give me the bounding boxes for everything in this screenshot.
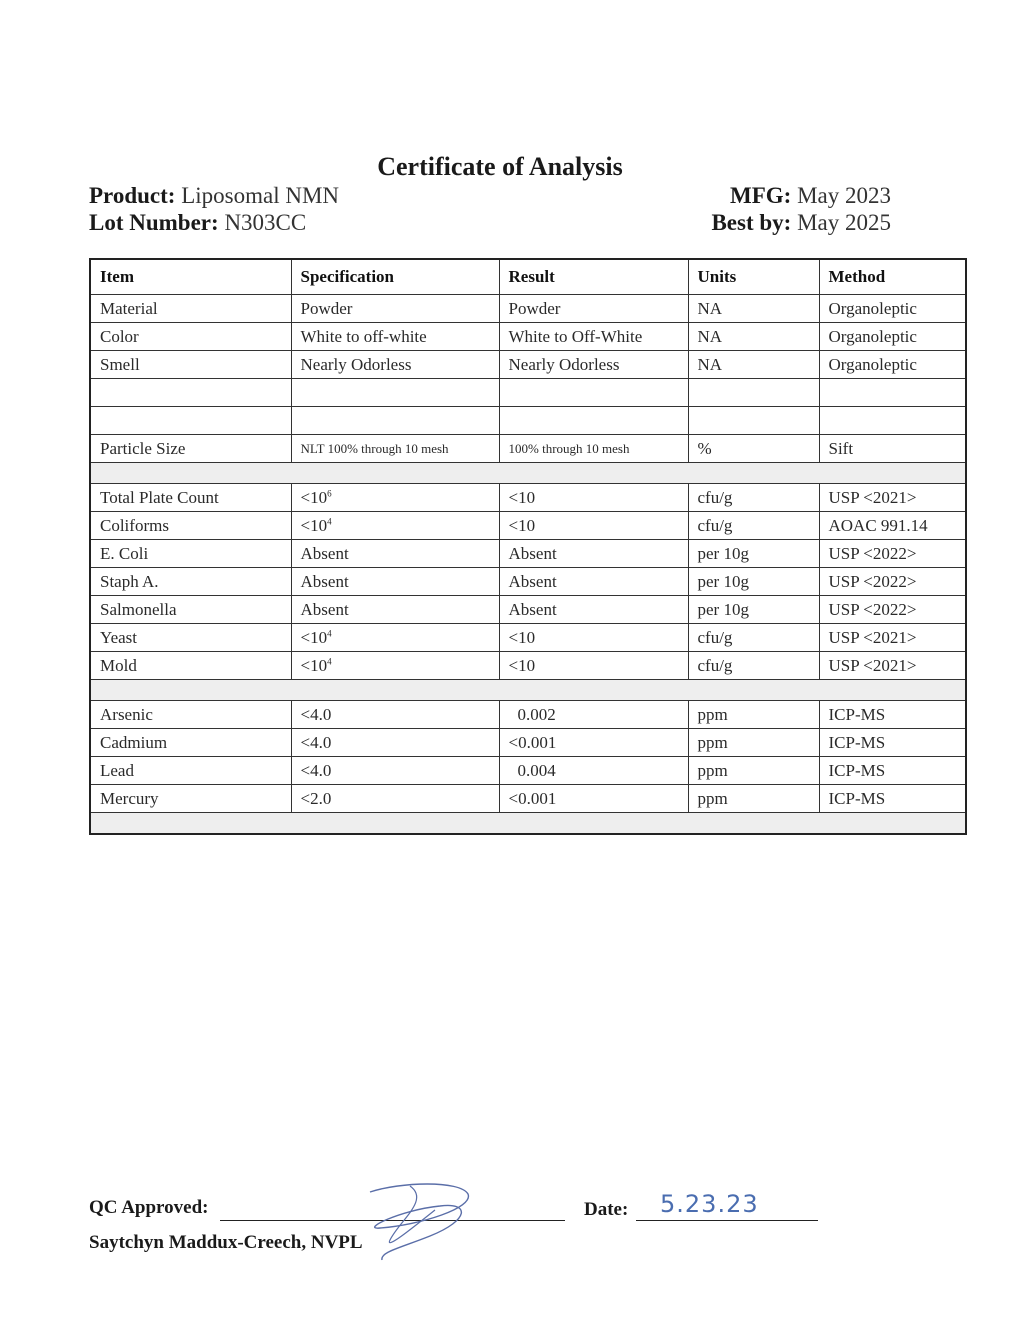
- cell-method: USP <2021>: [819, 484, 966, 512]
- cell-item: Yeast: [90, 624, 291, 652]
- mfg-line: [730, 183, 891, 209]
- cell-spec: NLT 100% through 10 mesh: [291, 435, 499, 463]
- table-row: [90, 757, 966, 785]
- table-row: [90, 729, 966, 757]
- cell-spec: Nearly Odorless: [291, 351, 499, 379]
- qc-approved-label: QC Approved:: [89, 1197, 209, 1218]
- table-row: [90, 701, 966, 729]
- cell-method: ICP-MS: [819, 701, 966, 729]
- table-row: [90, 568, 966, 596]
- table-row: [90, 512, 966, 540]
- cell-units: per 10g: [688, 596, 819, 624]
- cell-item: Cadmium: [90, 729, 291, 757]
- cell-result: <10: [499, 484, 688, 512]
- cell-method: USP <2022>: [819, 540, 966, 568]
- cell-item: Smell: [90, 351, 291, 379]
- table-row: [90, 484, 966, 512]
- table-row: [90, 540, 966, 568]
- cell-spec: Powder: [291, 295, 499, 323]
- section-divider: [90, 680, 966, 701]
- cell-spec: <4.0: [291, 701, 499, 729]
- column-header: Units: [688, 259, 819, 295]
- cell-spec: <2.0: [291, 785, 499, 813]
- cell-item: Material: [90, 295, 291, 323]
- cell-units: cfu/g: [688, 512, 819, 540]
- product-line: [89, 183, 339, 209]
- cell-spec: <4.0: [291, 729, 499, 757]
- cell-item: Salmonella: [90, 596, 291, 624]
- cell-item: Color: [90, 323, 291, 351]
- table-row: [90, 596, 966, 624]
- table-row: [90, 323, 966, 351]
- cell-method: USP <2022>: [819, 596, 966, 624]
- cell-result: <10: [499, 624, 688, 652]
- table-row: [90, 624, 966, 652]
- document-title: Certificate of Analysis: [377, 152, 623, 181]
- cell-item: Total Plate Count: [90, 484, 291, 512]
- table-row: [90, 295, 966, 323]
- cell-method: Organoleptic: [819, 295, 966, 323]
- cell-method: ICP-MS: [819, 785, 966, 813]
- cell-spec: Absent: [291, 568, 499, 596]
- cell-method: AOAC 991.14: [819, 512, 966, 540]
- cell-units: cfu/g: [688, 624, 819, 652]
- cell-method: ICP-MS: [819, 757, 966, 785]
- date-label: Date:: [584, 1199, 629, 1220]
- blank-row: [90, 407, 966, 435]
- cell-method: Organoleptic: [819, 351, 966, 379]
- cell-item: E. Coli: [90, 540, 291, 568]
- cell-units: ppm: [688, 729, 819, 757]
- cell-units: NA: [688, 323, 819, 351]
- cell-units: %: [688, 435, 819, 463]
- lot-label: Lot Number:: [89, 210, 219, 235]
- cell-result: 0.004: [499, 757, 688, 785]
- cell-result: <10: [499, 512, 688, 540]
- section-divider: [90, 813, 966, 835]
- column-header: Result: [499, 259, 688, 295]
- section-divider: [90, 463, 966, 484]
- cell-units: per 10g: [688, 568, 819, 596]
- cell-spec: $<10^4$: [291, 624, 499, 652]
- cell-units: ppm: [688, 701, 819, 729]
- product-value: Liposomal NMN: [181, 183, 340, 208]
- cell-units: ppm: [688, 785, 819, 813]
- table-header-row: [90, 259, 966, 295]
- cell-result: 0.002: [499, 701, 688, 729]
- cell-method: ICP-MS: [819, 729, 966, 757]
- cell-units: NA: [688, 351, 819, 379]
- column-header: Method: [819, 259, 966, 295]
- cell-result: Nearly Odorless: [499, 351, 688, 379]
- cell-result: 100% through 10 mesh: [499, 435, 688, 463]
- table-row: [90, 435, 966, 463]
- cell-result: <0.001: [499, 785, 688, 813]
- cell-spec: $<10^6$: [291, 484, 499, 512]
- product-label: Product:: [89, 183, 176, 208]
- cell-item: Staph A.: [90, 568, 291, 596]
- cell-result: Powder: [499, 295, 688, 323]
- date-line: [636, 1220, 818, 1221]
- cell-units: NA: [688, 295, 819, 323]
- cell-result: <10: [499, 652, 688, 680]
- cell-units: ppm: [688, 757, 819, 785]
- best-by-value: May 2025: [797, 210, 891, 235]
- mfg-value: May 2023: [797, 183, 891, 208]
- cell-method: Sift: [819, 435, 966, 463]
- cell-item: Mercury: [90, 785, 291, 813]
- cell-item: Lead: [90, 757, 291, 785]
- cell-method: USP <2021>: [819, 652, 966, 680]
- cell-units: per 10g: [688, 540, 819, 568]
- cell-item: Mold: [90, 652, 291, 680]
- cell-spec: $<10^4$: [291, 512, 499, 540]
- cell-method: USP <2022>: [819, 568, 966, 596]
- cell-spec: White to off-white: [291, 323, 499, 351]
- table-row: [90, 652, 966, 680]
- mfg-label: MFG:: [730, 183, 792, 208]
- table-row: [90, 351, 966, 379]
- lot-line: [89, 210, 306, 236]
- cell-item: Coliforms: [90, 512, 291, 540]
- date-value: 5.23.23: [660, 1190, 759, 1218]
- signer-name: Saytchyn Maddux-Creech, NVPL: [89, 1232, 363, 1253]
- cell-units: cfu/g: [688, 484, 819, 512]
- cell-method: USP <2021>: [819, 624, 966, 652]
- table-row: [90, 785, 966, 813]
- cell-spec: <4.0: [291, 757, 499, 785]
- cell-method: Organoleptic: [819, 323, 966, 351]
- cell-spec: $<10^4$: [291, 652, 499, 680]
- best-by-line: [711, 210, 891, 236]
- blank-row: [90, 379, 966, 407]
- column-header: Specification: [291, 259, 499, 295]
- cell-result: White to Off-White: [499, 323, 688, 351]
- column-header: Item: [90, 259, 291, 295]
- cell-result: Absent: [499, 540, 688, 568]
- cell-item: Arsenic: [90, 701, 291, 729]
- cell-result: <0.001: [499, 729, 688, 757]
- cell-spec: Absent: [291, 596, 499, 624]
- best-by-label: Best by:: [711, 210, 792, 235]
- cell-result: Absent: [499, 596, 688, 624]
- lot-value: N303CC: [224, 210, 307, 235]
- cell-spec: Absent: [291, 540, 499, 568]
- cell-result: Absent: [499, 568, 688, 596]
- cell-item: Particle Size: [90, 435, 291, 463]
- analysis-table: [89, 258, 967, 835]
- cell-units: cfu/g: [688, 652, 819, 680]
